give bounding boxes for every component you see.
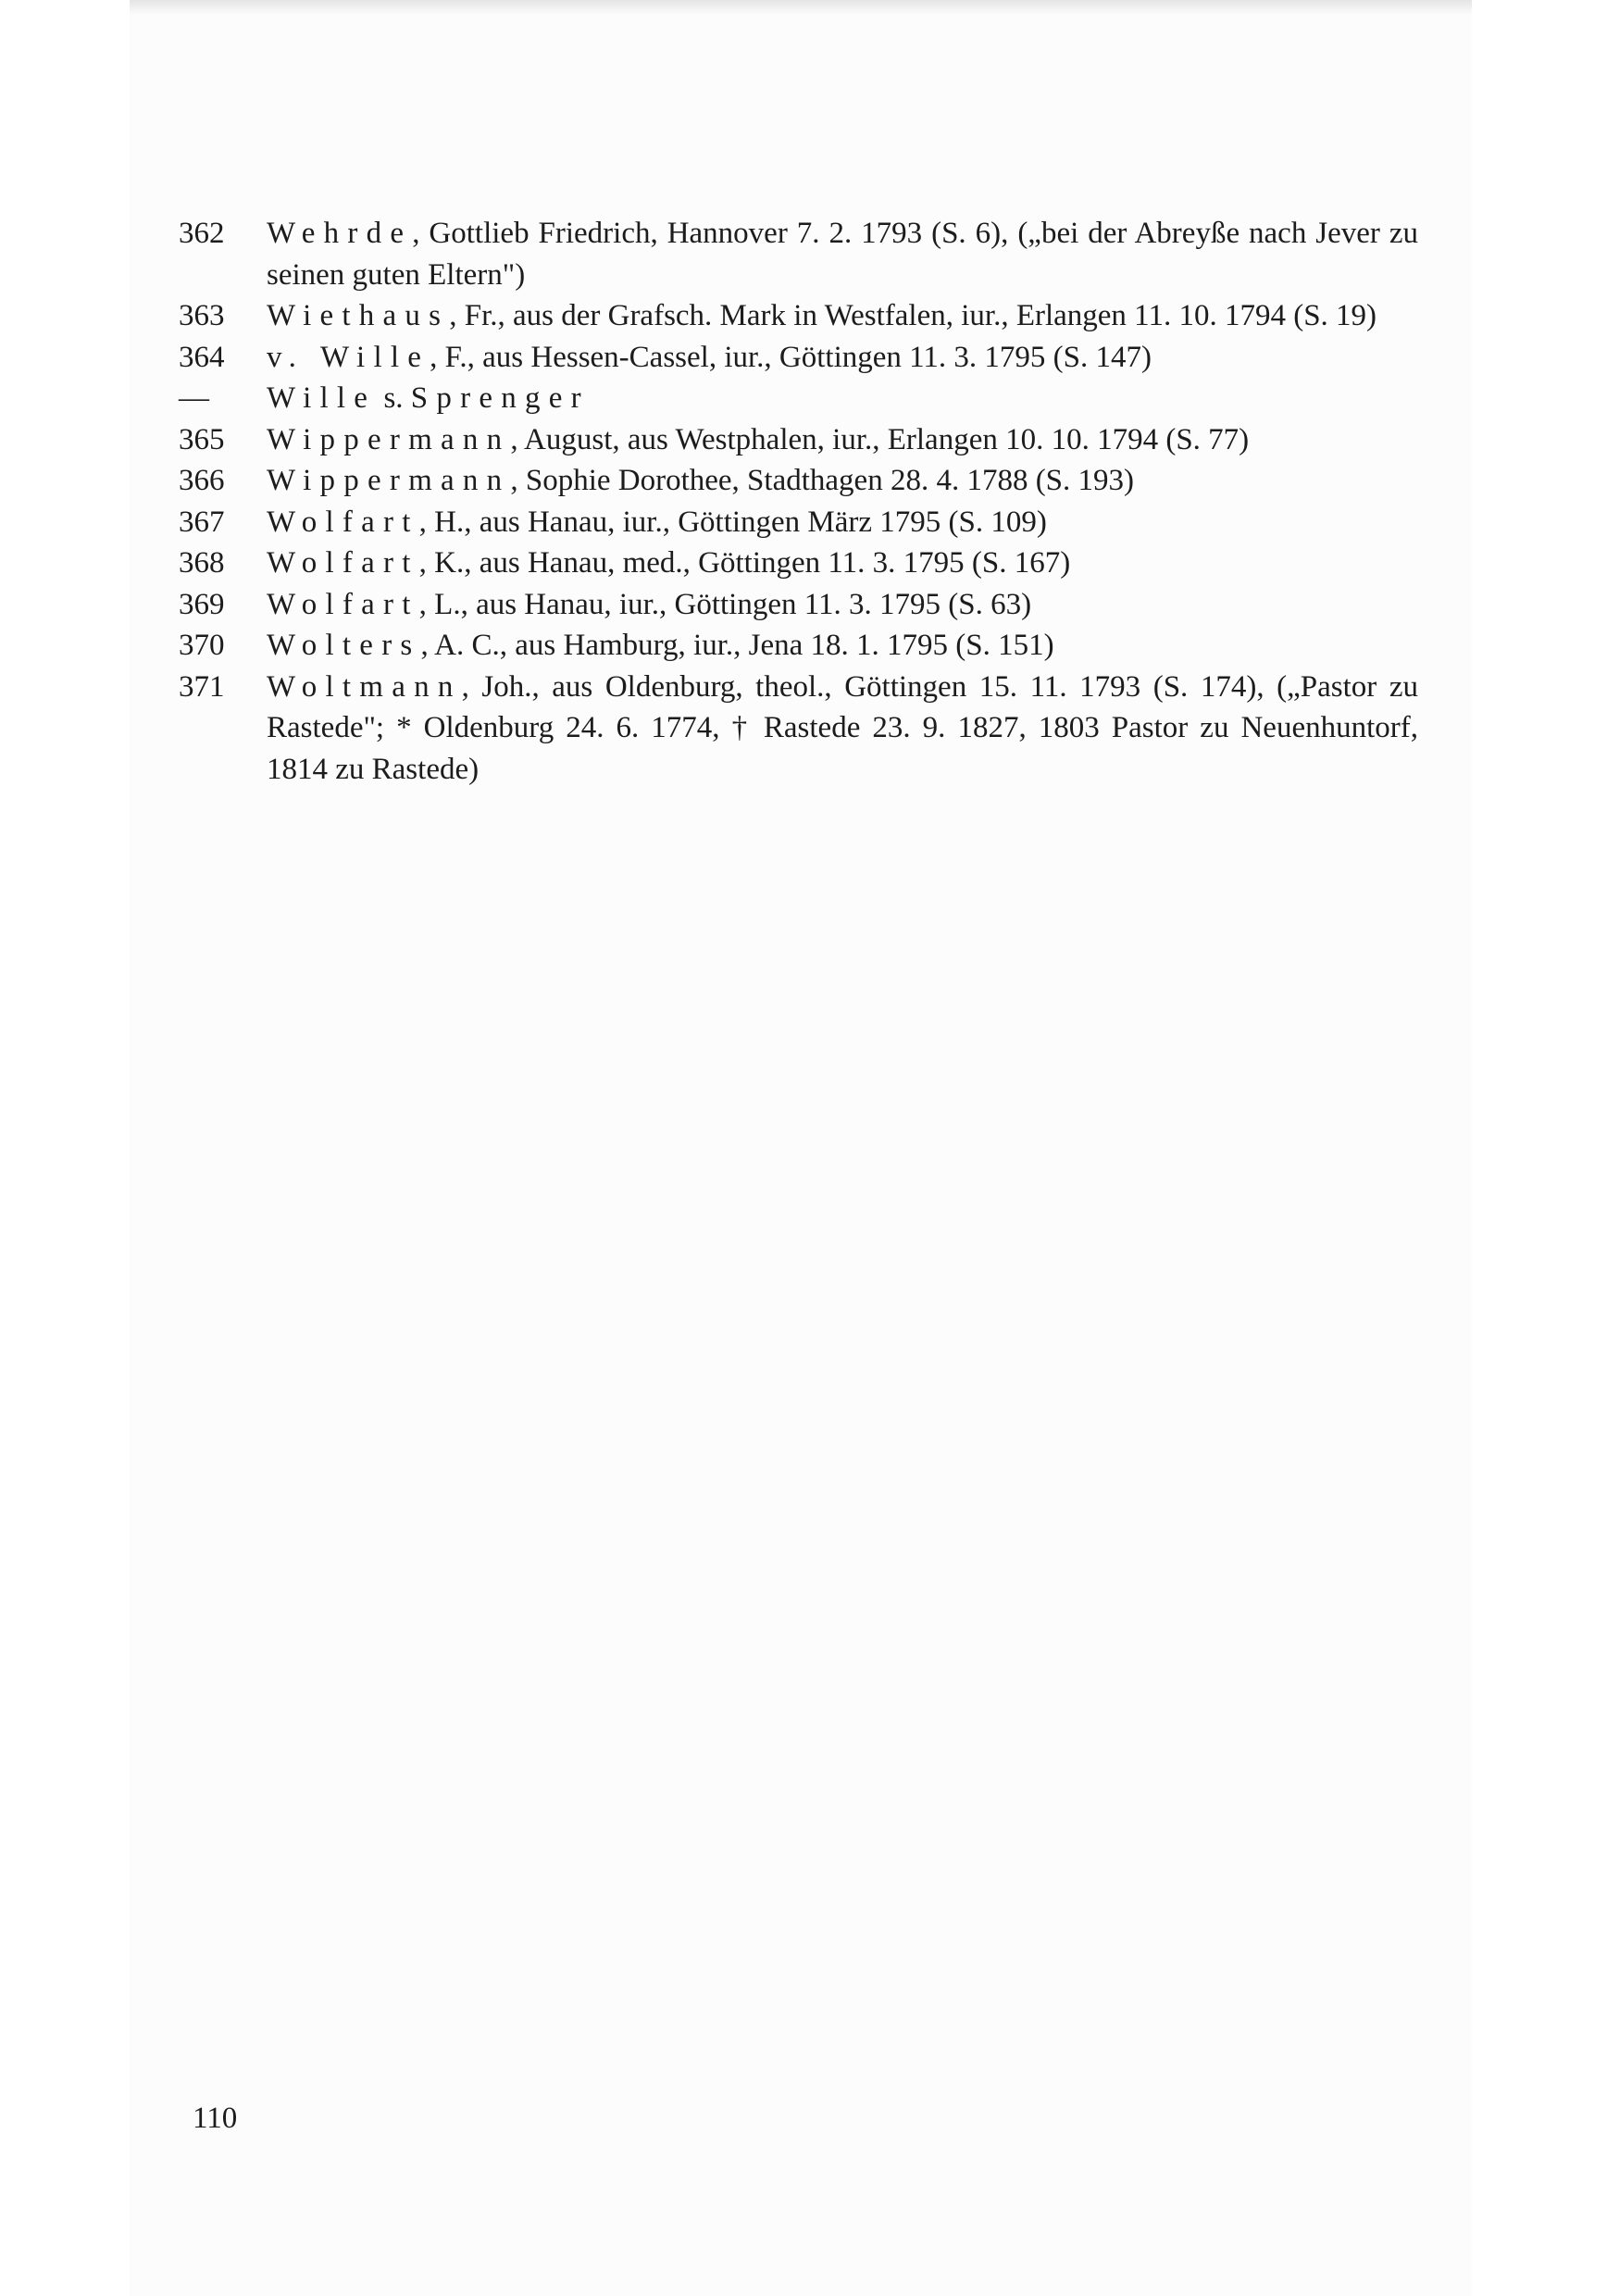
entry-text bbox=[267, 213, 1418, 295]
entry-text bbox=[267, 460, 1418, 502]
entry-number: 363 bbox=[179, 299, 225, 332]
entry-details: , A. C., aus Hamburg, iur., Jena 18. 1. 1795 (S. 151) bbox=[420, 629, 1054, 662]
entry-name: Wehrde bbox=[267, 217, 413, 250]
entry-number: — bbox=[179, 381, 209, 415]
entry-name: Wolfart bbox=[267, 587, 419, 621]
entry-name: Wille bbox=[267, 381, 377, 415]
entry-name: Wiethaus bbox=[267, 299, 450, 332]
entry-364 bbox=[0, 337, 1418, 379]
entry-details: , K., aus Hanau, med., Göttingen 11. 3. 1795 (S. 167) bbox=[418, 546, 1071, 580]
entry-name: Wippermann bbox=[267, 422, 511, 456]
entry-365 bbox=[0, 419, 1418, 461]
entry-details: , L., aus Hanau, iur., Göttingen 11. 3. 1795 (S. 63) bbox=[418, 587, 1032, 621]
entry-text bbox=[267, 295, 1418, 337]
entry-number: 365 bbox=[179, 422, 225, 456]
entry-name: Wolters bbox=[267, 629, 421, 662]
entry-details: , August, aus Westphalen, iur., Erlangen 10. 10. 1794 (S. 77) bbox=[510, 422, 1250, 456]
entry-text bbox=[267, 419, 1418, 461]
entry-text bbox=[267, 584, 1418, 626]
entry-368 bbox=[0, 543, 1418, 584]
entry-371 bbox=[0, 667, 1418, 791]
entry-see-name: Sprenger bbox=[410, 381, 590, 415]
entry-number: 371 bbox=[179, 669, 225, 704]
entry-number: 364 bbox=[179, 340, 225, 374]
entry-number: 368 bbox=[179, 546, 225, 580]
entry-text bbox=[267, 502, 1418, 543]
entry-details: , Gottlieb Friedrich, Hannover 7. 2. 1793 (S. 6), („bei der Abreyße nach Jever zu seinen guten Eltern") bbox=[267, 217, 1418, 292]
entry-name: Wolfart bbox=[267, 546, 419, 580]
entry-text bbox=[267, 378, 1418, 419]
entry-number: 362 bbox=[179, 217, 225, 250]
entry-367 bbox=[0, 502, 1418, 543]
entry-text bbox=[267, 625, 1418, 667]
entry-details: , H., aus Hanau, iur., Göttingen März 1795 (S. 109) bbox=[418, 505, 1047, 539]
entry-details: , Joh., aus Oldenburg, theol., Göttingen 15. 11. 1793 (S. 174), („Pastor zu Rastede"; * Oldenburg 24. 6. 1774, † Rastede 23. 9. 1827, 1803 Pastor zu Neuenhuntorf, 1814 zu Rastede) bbox=[267, 669, 1418, 786]
entry-363 bbox=[0, 295, 1418, 337]
entry-number: 367 bbox=[179, 505, 225, 539]
entry-number: 366 bbox=[179, 464, 225, 497]
entry-text bbox=[267, 543, 1418, 584]
entry-text bbox=[267, 667, 1418, 791]
entry-name: Wippermann bbox=[267, 464, 511, 497]
entry-366 bbox=[0, 460, 1418, 502]
entry-cross-reference bbox=[0, 378, 1418, 419]
register-entries bbox=[0, 213, 1607, 790]
entry-name: v. Wille bbox=[267, 340, 430, 374]
entry-see-reference: s. bbox=[376, 381, 411, 415]
entry-details: , Sophie Dorothee, Stadthagen 28. 4. 1788 (S. 193) bbox=[510, 464, 1135, 497]
entry-name: Wolfart bbox=[267, 505, 419, 539]
scan-top-edge bbox=[130, 0, 1472, 15]
entry-text bbox=[267, 337, 1418, 379]
entry-370 bbox=[0, 625, 1418, 667]
entry-number: 370 bbox=[179, 629, 225, 662]
entry-details: , Fr., aus der Grafsch. Mark in Westfalen, iur., Erlangen 11. 10. 1794 (S. 19) bbox=[449, 299, 1377, 332]
page-number: 110 bbox=[193, 2102, 238, 2135]
entry-369 bbox=[0, 584, 1418, 626]
entry-362 bbox=[0, 213, 1418, 295]
entry-name: Woltmann bbox=[267, 669, 462, 704]
entry-number: 369 bbox=[179, 587, 225, 621]
entry-details: , F., aus Hessen-Cassel, iur., Göttingen 11. 3. 1795 (S. 147) bbox=[430, 340, 1152, 374]
